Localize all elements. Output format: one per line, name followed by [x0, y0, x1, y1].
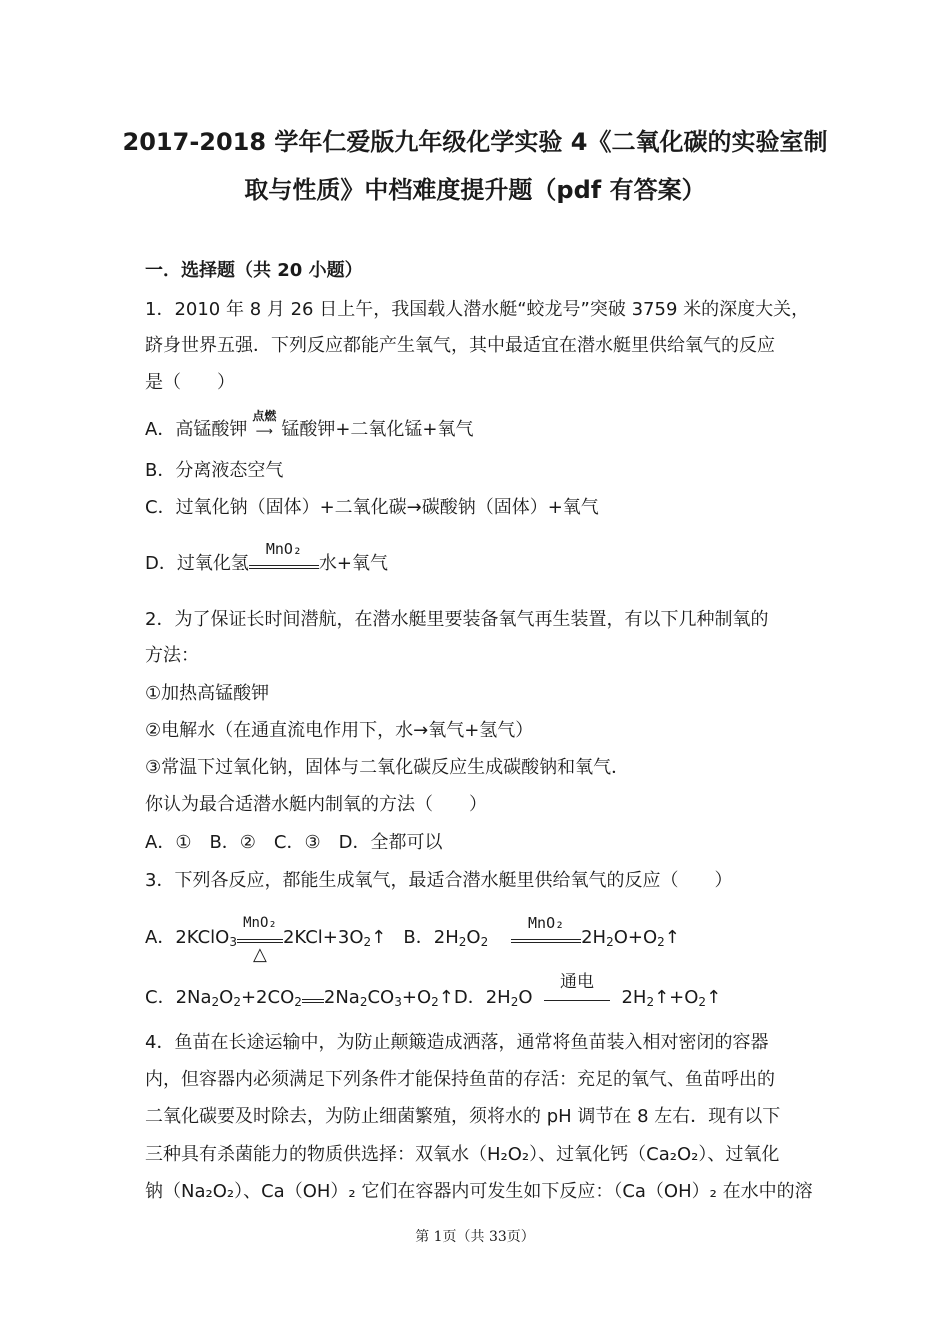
document-title-line-1: 2017-2018 学年仁爱版九年级化学实验 4《二氧化碳的实验室制: [122, 128, 828, 156]
heat-triangle-icon: △: [253, 944, 267, 965]
reaction-equals-sign: [511, 914, 581, 943]
q4-line-4: 三种具有杀菌能力的物质供选择：双氧水（H₂O₂）、过氧化钙（Ca₂O₂）、过氧化: [145, 1144, 780, 1165]
q1-d-reactant: D．过氧化氢: [145, 553, 249, 574]
q3-d-condition: 通电: [559, 972, 594, 992]
q2-line-1: 2．为了保证长时间潜航，在潜水艇里要装备氧气再生装置，有以下几种制氧的: [145, 609, 769, 630]
reaction-arrow: 点燃 ⟶: [247, 416, 281, 434]
q3-b-catalyst: MnO₂: [528, 914, 565, 932]
q3-a-catalyst: MnO₂: [243, 915, 277, 931]
q1-option-a: [145, 409, 474, 442]
q3-b-reactant: B．2H: [403, 927, 459, 948]
q1-d-products: 水+氧气: [318, 553, 388, 574]
reaction-arrow: [544, 972, 610, 1003]
reaction-equals-sign: [249, 540, 319, 569]
q4-line-1: 4．鱼苗在长途运输中，为防止颠簸造成洒落，通常将鱼苗装入相对密闭的容器: [145, 1032, 769, 1053]
q3-options-cd: C．$2Na_2O_2+2CO_2$ $2Na_2CO_3+O_2↑D$．$2H_2O$ 通电 $2H_2↑+O_2↑$: [145, 972, 722, 1009]
q1-option-b: B．分离液态空气: [145, 460, 284, 481]
q3-d-products: 2H: [621, 987, 647, 1008]
q3-a-reactant: A．2KClO: [145, 927, 230, 948]
document-title-line-2: 取与性质》中档难度提升题（pdf 有答案）: [244, 176, 706, 204]
q3-c-reactant: C．2Na: [145, 987, 212, 1008]
q1-option-c: C．过氧化钠（固体）+二氧化碳→碳酸钠（固体）+氧气: [145, 497, 599, 518]
q1-a-products: 锰酸钾+二氧化锰+氧气: [281, 419, 474, 440]
q2-line-2: 方法：: [145, 645, 199, 666]
q1-a-condition: 点燃: [252, 409, 277, 423]
q1-a-reactant: A．高锰酸钾: [145, 419, 248, 440]
section-heading: 一．选择题（共 20 小题）: [145, 260, 363, 281]
q3-d-reactant: D．2H: [453, 987, 511, 1008]
reaction-equals-sign: [237, 915, 283, 965]
q1-line-1: 1．2010 年 8 月 26 日上午，我国载人潜水艇“蛟龙号”突破 3759 米的深度大关，: [145, 299, 810, 320]
q2-method-1: ①加热高锰酸钾: [145, 683, 270, 704]
q1-line-2: 跻身世界五强．下列反应都能产生氧气，其中最适宜在潜水艇里供给氧气的反应: [145, 335, 775, 356]
q2-question: 你认为最合适潜水艇内制氧的方法（ ）: [145, 794, 487, 815]
q4-line-3: 二氧化碳要及时除去，为防止细菌繁殖，须将水的 pH 调节在 8 左右．现有以下: [145, 1106, 781, 1127]
q2-method-3: ③常温下过氧化钠，固体与二氧化碳反应生成碳酸钠和氧气．: [145, 757, 630, 778]
reaction-equals-sign: [302, 989, 324, 1003]
q1-d-catalyst: MnO₂: [265, 540, 302, 558]
q2-options: A．① B．② C．③ D．全都可以: [145, 832, 443, 853]
q2-method-2: ②电解水（在通直流电作用下，水→氧气+氢气）: [145, 720, 534, 741]
q3-line-1: 3．下列各反应，都能生成氧气，最适合潜水艇里供给氧气的反应（ ）: [145, 870, 733, 891]
q4-line-2: 内，但容器内必须满足下列条件才能保持鱼苗的存活：充足的氧气、鱼苗呼出的: [145, 1069, 775, 1090]
q3-a-products: 2KCl+3O: [282, 927, 364, 948]
q4-line-5: 钠（Na₂O₂）、Ca（OH）₂ 它们在容器内可发生如下反应：（Ca（OH）₂ 在水中的溶: [145, 1181, 813, 1202]
page-footer: 第 1页（共 33页）: [415, 1229, 535, 1245]
q1-line-3: 是（ ）: [145, 372, 235, 393]
q3-b-products: 2H: [581, 927, 607, 948]
q1-option-d: [145, 540, 388, 576]
q3-options-ab: A．2KClO$_3$ MnO₂ △ $2KCl+3O_2↑$ B．$2H_2O_2$ MnO₂ $2H_2O+O_2↑$: [145, 926, 680, 954]
